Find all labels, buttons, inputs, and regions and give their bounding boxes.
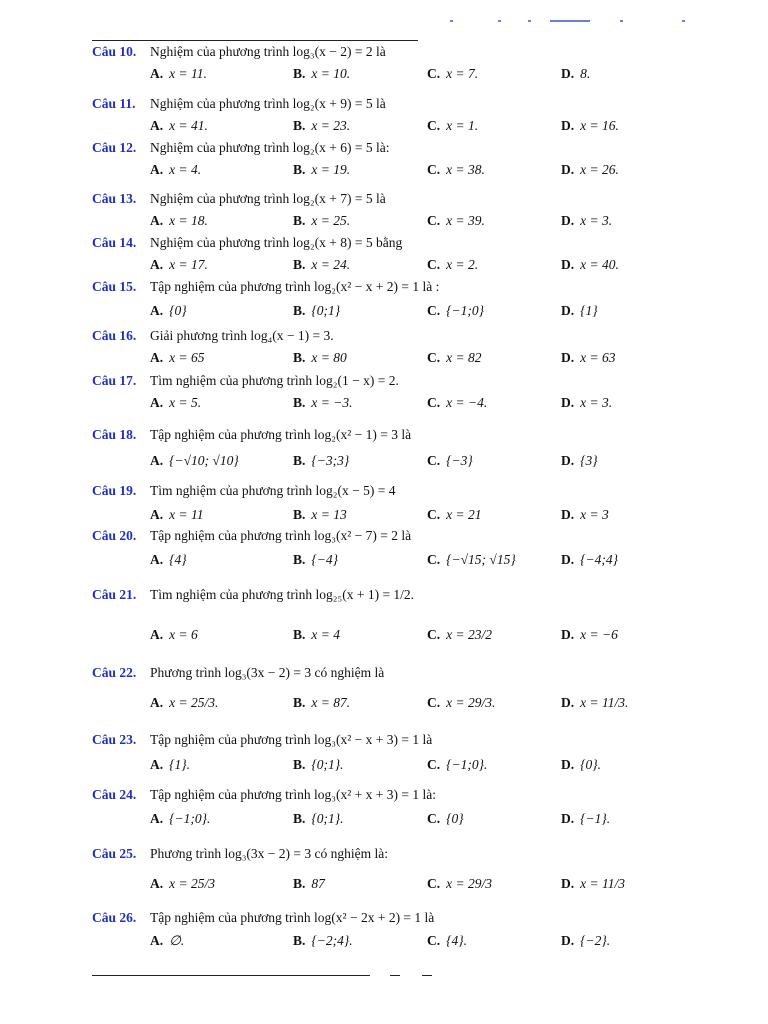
option-text: {0} [169,303,187,318]
option-text: x = 80 [311,350,347,365]
option-label: B. [293,552,306,567]
option-label: D. [561,118,575,133]
question-number: Câu 14. [92,235,137,250]
answer-option[interactable] [561,395,612,411]
option-label: B. [293,876,306,891]
option-text: {−√10; √10} [169,453,239,468]
question-text: Tập nghiệm của phương trình log₃(x² + x + 3) = 1 là: [150,787,436,802]
answer-option[interactable] [293,757,344,773]
answer-option[interactable] [561,695,628,711]
option-text: {−2;4}. [311,933,353,948]
option-text: {0;1}. [311,811,344,826]
question-text: Nghiệm của phương trình log₂(x + 7) = 5 là [150,191,386,206]
option-label: D. [561,627,575,642]
option-text: {0} [446,811,464,826]
option-label: D. [561,257,575,272]
option-text: {−4;4} [580,552,619,567]
option-text: {−2}. [580,933,611,948]
answer-option[interactable] [427,933,467,949]
option-label: B. [293,303,306,318]
option-label: B. [293,118,306,133]
option-text: {−1;0}. [169,811,211,826]
option-label: A. [150,627,164,642]
answer-option[interactable] [293,395,352,411]
option-label: D. [561,395,575,410]
question-text: Tìm nghiệm của phương trình log₂₅(x + 1) = 1/2. [150,587,415,602]
question-number: Câu 19. [92,483,137,498]
option-text: x = 39. [446,213,485,228]
question-stem [92,732,432,748]
question-stem [92,483,395,499]
answer-option[interactable] [561,876,625,892]
question-number: Câu 15. [92,279,137,294]
answer-option[interactable] [561,757,601,773]
option-text: x = 25/3 [169,876,215,891]
option-text: {−1;0} [446,303,485,318]
option-label: C. [427,66,441,81]
option-text: x = 29/3. [446,695,496,710]
option-label: A. [150,118,164,133]
option-text: x = 19. [311,162,351,177]
option-text: {−3} [446,453,473,468]
question-number: Câu 24. [92,787,137,802]
question-number: Câu 17. [92,373,137,388]
answer-option[interactable] [561,66,590,82]
option-text: x = 25. [311,213,351,228]
question-stem [92,44,386,60]
option-label: D. [561,303,575,318]
option-label: D. [561,162,575,177]
answer-option[interactable] [561,933,610,949]
option-label: B. [293,507,306,522]
question-number: Câu 11. [92,96,136,111]
question-text: Tập nghiệm của phương trình log₂(x² − x + 2) = 1 là : [150,279,440,294]
option-label: D. [561,811,575,826]
question-text: Nghiệm của phương trình log₃(x − 2) = 2 là [150,44,386,59]
option-text: x = 16. [580,118,619,133]
option-text: x = 24. [311,257,351,272]
option-label: D. [561,552,575,567]
option-text: x = 13 [311,507,347,522]
option-label: C. [427,257,441,272]
option-text: x = 40. [580,257,619,272]
question-stem [92,328,334,344]
question-text: Tập nghiệm của phương trình log₃(x² − 7) = 2 là [150,528,412,543]
option-text: ∅. [169,933,185,948]
option-label: D. [561,213,575,228]
answer-option[interactable] [427,213,485,229]
option-label: C. [427,162,441,177]
option-text: {−1}. [580,811,611,826]
option-text: x = 38. [446,162,485,177]
answer-option[interactable] [561,350,615,366]
option-text: x = 21 [446,507,482,522]
option-label: B. [293,162,306,177]
question-text: Nghiệm của phương trình log₂(x + 9) = 5 là [150,96,386,111]
option-text: {0}. [580,757,602,772]
question-stem [92,587,414,603]
option-label: D. [561,453,575,468]
answer-option[interactable] [150,303,187,319]
option-label: A. [150,811,164,826]
answer-option[interactable] [293,811,344,827]
option-label: B. [293,213,306,228]
answer-option[interactable] [150,395,201,411]
answer-option[interactable] [150,552,187,568]
option-text: x = 10. [311,66,351,81]
question-stem [92,235,402,251]
answer-option[interactable] [561,627,618,643]
option-label: B. [293,350,306,365]
option-text: {−√15; √15} [446,552,516,567]
option-text: x = 17. [169,257,208,272]
option-label: D. [561,757,575,772]
answer-option[interactable] [561,303,598,319]
option-text: x = 11/3. [580,695,629,710]
option-text: 87 [311,876,325,891]
option-text: {4}. [446,933,468,948]
option-text: x = 25/3. [169,695,219,710]
answer-option[interactable] [427,453,473,469]
answer-option[interactable] [561,162,619,178]
answer-option[interactable] [427,118,478,134]
option-label: C. [427,303,441,318]
option-label: A. [150,213,164,228]
answer-option[interactable] [561,507,609,523]
option-text: x = −3. [311,395,353,410]
option-text: x = 3 [580,507,609,522]
option-text: {3} [580,453,598,468]
question-number: Câu 12. [92,140,137,155]
option-text: x = −6 [580,627,618,642]
footer-dash [422,975,432,976]
option-text: x = 11 [169,507,204,522]
answer-option[interactable] [427,552,516,568]
option-label: B. [293,395,306,410]
answer-option[interactable] [293,118,350,134]
answer-option[interactable] [150,213,208,229]
answer-option[interactable] [561,811,610,827]
option-text: {0;1}. [311,757,344,772]
question-stem [92,373,399,389]
option-label: D. [561,876,575,891]
option-text: x = −4. [446,395,488,410]
answer-option[interactable] [293,933,353,949]
question-stem [92,279,439,295]
option-label: A. [150,453,164,468]
question-stem [92,427,411,443]
option-label: A. [150,257,164,272]
question-text: Tập nghiệm của phương trình log(x² − 2x + 2) = 1 là [150,910,435,925]
footer-rule [92,975,370,976]
question-text: Tìm nghiệm của phương trình log₂(x − 5) = 4 [150,483,396,498]
option-label: C. [427,876,441,891]
option-text: x = 11/3 [580,876,625,891]
answer-option[interactable] [561,118,619,134]
option-text: x = 87. [311,695,351,710]
option-text: {1}. [169,757,191,772]
question-stem [92,910,434,926]
option-label: A. [150,757,164,772]
answer-option[interactable] [561,453,598,469]
option-label: C. [427,453,441,468]
option-label: C. [427,695,441,710]
answer-option[interactable] [150,876,215,892]
option-label: D. [561,695,575,710]
option-label: C. [427,395,441,410]
answer-option[interactable] [427,811,464,827]
option-label: B. [293,453,306,468]
option-label: A. [150,66,164,81]
answer-option[interactable] [427,627,492,643]
answer-option[interactable] [427,162,485,178]
option-text: x = 63 [580,350,616,365]
option-text: {0;1} [311,303,341,318]
answer-option[interactable] [427,876,492,892]
question-number: Câu 23. [92,732,137,747]
option-label: A. [150,552,164,567]
option-label: B. [293,695,306,710]
question-number: Câu 21. [92,587,137,602]
answer-option[interactable] [427,395,487,411]
option-text: {−3;3} [311,453,350,468]
question-number: Câu 25. [92,846,137,861]
option-label: C. [427,350,441,365]
answer-option[interactable] [427,695,495,711]
option-label: A. [150,695,164,710]
question-stem [92,140,389,156]
option-text: x = 23/2 [446,627,492,642]
question-text: Phương trình log₃(3x − 2) = 3 có nghiệm là: [150,846,388,861]
option-text: x = 26. [580,162,619,177]
option-text: x = 29/3 [446,876,492,891]
answer-option[interactable] [293,627,340,643]
option-label: B. [293,757,306,772]
option-label: C. [427,552,441,567]
option-text: x = 3. [580,395,613,410]
question-number: Câu 18. [92,427,137,442]
question-stem [92,528,411,544]
option-label: C. [427,213,441,228]
option-text: x = 6 [169,627,198,642]
option-text: x = 41. [169,118,208,133]
answer-option[interactable] [150,507,203,523]
answer-option[interactable] [561,213,612,229]
question-stem [92,787,436,803]
option-label: A. [150,507,164,522]
answer-option[interactable] [150,811,210,827]
option-label: C. [427,811,441,826]
option-text: x = 65 [169,350,205,365]
option-text: x = 11. [169,66,207,81]
answer-option[interactable] [293,257,350,273]
option-label: A. [150,395,164,410]
question-stem [92,96,386,112]
answer-option[interactable] [150,118,208,134]
question-stem [92,191,386,207]
option-label: C. [427,118,441,133]
option-text: {1} [580,303,598,318]
option-label: C. [427,757,441,772]
question-text: Nghiệm của phương trình log₂(x + 6) = 5 là: [150,140,390,155]
option-label: C. [427,933,441,948]
answer-option[interactable] [427,507,481,523]
answer-option[interactable] [293,453,349,469]
option-text: x = 7. [446,66,479,81]
answer-option[interactable] [293,695,350,711]
option-text: {−4} [311,552,339,567]
answer-option[interactable] [293,213,350,229]
option-label: A. [150,876,164,891]
answer-option[interactable] [427,303,484,319]
answer-option[interactable] [427,350,481,366]
answer-option[interactable] [150,350,204,366]
answer-option[interactable] [561,257,619,273]
option-text: x = 1. [446,118,479,133]
answer-option[interactable] [150,162,201,178]
answer-option[interactable] [561,552,618,568]
question-text: Tìm nghiệm của phương trình log₂(1 − x) = 2. [150,373,399,388]
answer-option[interactable] [150,66,207,82]
question-number: Câu 16. [92,328,137,343]
answer-option[interactable] [150,695,218,711]
answer-option[interactable] [293,66,350,82]
answer-option[interactable] [150,757,190,773]
option-text: x = 4 [311,627,340,642]
option-text: x = 2. [446,257,479,272]
option-text: {4} [169,552,187,567]
option-text: x = 23. [311,118,351,133]
option-text: x = 18. [169,213,208,228]
question-text: Nghiệm của phương trình log₂(x + 8) = 5 bằng [150,235,403,250]
option-label: A. [150,350,164,365]
option-label: B. [293,933,306,948]
question-number: Câu 22. [92,665,137,680]
answer-option[interactable] [293,552,338,568]
answer-option[interactable] [293,303,340,319]
option-label: B. [293,257,306,272]
footer-dash [390,975,400,976]
answer-option[interactable] [427,66,478,82]
option-text: x = 3. [580,213,613,228]
option-label: B. [293,811,306,826]
answer-option[interactable] [150,933,184,949]
answer-option[interactable] [150,257,208,273]
option-label: A. [150,933,164,948]
question-text: Giải phương trình log₄(x − 1) = 3. [150,328,334,343]
question-number: Câu 13. [92,191,137,206]
option-text: x = 82 [446,350,482,365]
answer-option[interactable] [150,453,239,469]
option-text: x = 4. [169,162,202,177]
option-label: C. [427,627,441,642]
option-text: 8. [580,66,591,81]
answer-option[interactable] [293,350,347,366]
answer-option[interactable] [150,627,198,643]
option-text: {−1;0}. [446,757,488,772]
answer-option[interactable] [293,876,325,892]
option-label: D. [561,66,575,81]
answer-option[interactable] [293,507,347,523]
option-label: A. [150,162,164,177]
question-text: Tập nghiệm của phương trình log₃(x² − x + 3) = 1 là [150,732,433,747]
option-text: x = 5. [169,395,202,410]
option-label: D. [561,350,575,365]
answer-option[interactable] [427,257,478,273]
answer-option[interactable] [427,757,487,773]
question-text: Phương trình log₃(3x − 2) = 3 có nghiệm là [150,665,385,680]
answer-option[interactable] [293,162,350,178]
option-label: C. [427,507,441,522]
question-number: Câu 10. [92,44,137,59]
option-label: D. [561,933,575,948]
question-stem [92,665,384,681]
question-number: Câu 20. [92,528,137,543]
question-stem [92,846,388,862]
option-label: D. [561,507,575,522]
option-label: A. [150,303,164,318]
option-label: B. [293,66,306,81]
option-label: B. [293,627,306,642]
question-number: Câu 26. [92,910,137,925]
question-text: Tập nghiệm của phương trình log₂(x² − 1) = 3 là [150,427,412,442]
